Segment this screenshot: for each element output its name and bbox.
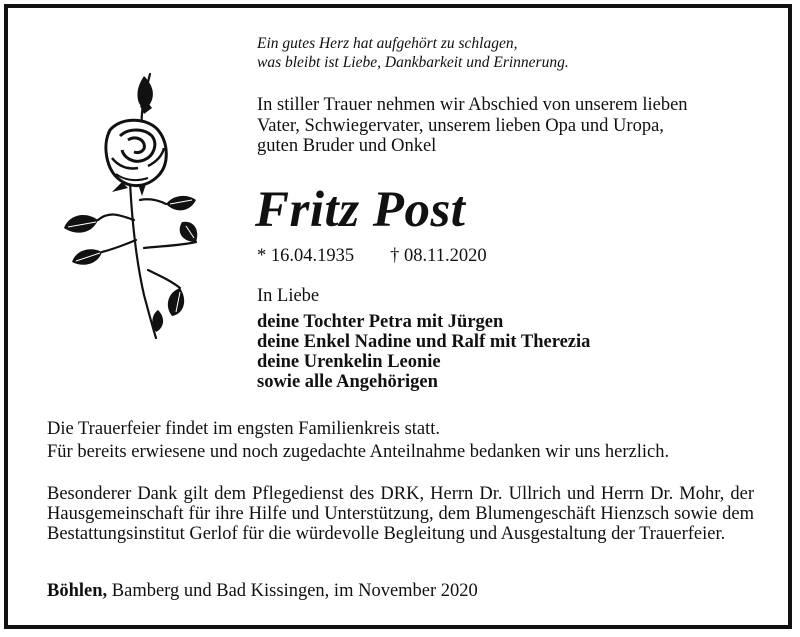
mourners-list bbox=[257, 312, 590, 392]
intro-line: Vater, Schwiegervater, unserem lieben Opa und Uropa, bbox=[257, 115, 664, 136]
intro-line: In stiller Trauer nehmen wir Abschied von unserem lieben bbox=[257, 95, 688, 115]
funeral-notes bbox=[47, 418, 669, 464]
intro-line: guten Bruder und Onkel bbox=[257, 136, 437, 156]
mourner-line: deine Enkel Nadine und Ralf mit Therezia bbox=[257, 332, 591, 352]
mourner-line: deine Urenkelin Leonie bbox=[257, 352, 441, 372]
motto bbox=[257, 34, 569, 72]
mourner-line: deine Tochter Petra mit Jürgen bbox=[257, 312, 504, 332]
mourner-line: sowie alle Angehörigen bbox=[257, 372, 438, 392]
signature-place: Böhlen, bbox=[47, 581, 108, 601]
in-love-label: In Liebe bbox=[257, 286, 320, 306]
signature-rest: Bamberg und Bad Kissingen, im November 2020 bbox=[107, 581, 478, 601]
birth-date: * 16.04.1935 bbox=[257, 246, 355, 266]
deceased-name: Fritz Post bbox=[255, 182, 466, 238]
motto-line: was bleibt ist Liebe, Dankbarkeit und Erinnerung. bbox=[257, 54, 569, 71]
motto-line: Ein gutes Herz hat aufgehört zu schlagen, bbox=[257, 35, 518, 52]
intro-text bbox=[257, 95, 688, 157]
funeral-note: Die Trauerfeier findet im engsten Familienkreis statt. bbox=[47, 419, 441, 439]
death-date: † 08.11.2020 bbox=[390, 246, 487, 266]
life-dates bbox=[257, 245, 487, 267]
funeral-note: Für bereits erwiesene und noch zugedachte Anteilnahme bedanken wir uns herzlich. bbox=[47, 442, 670, 462]
thanks-paragraph: Besonderer Dank gilt dem Pflegedienst des DRK, Herrn Dr. Ullrich und Herrn Dr. Mohr, der Hausgemeinschaft für ihre Hilfe und Unterstützung, dem Blumengeschäft Hienzsch sowie dem Bestattungsinstitut Gerlof für die würdevolle Begleitung und Ausgestaltung der Trauerfeier. bbox=[47, 484, 754, 544]
rose-icon bbox=[62, 70, 207, 342]
signature-line bbox=[47, 580, 478, 602]
